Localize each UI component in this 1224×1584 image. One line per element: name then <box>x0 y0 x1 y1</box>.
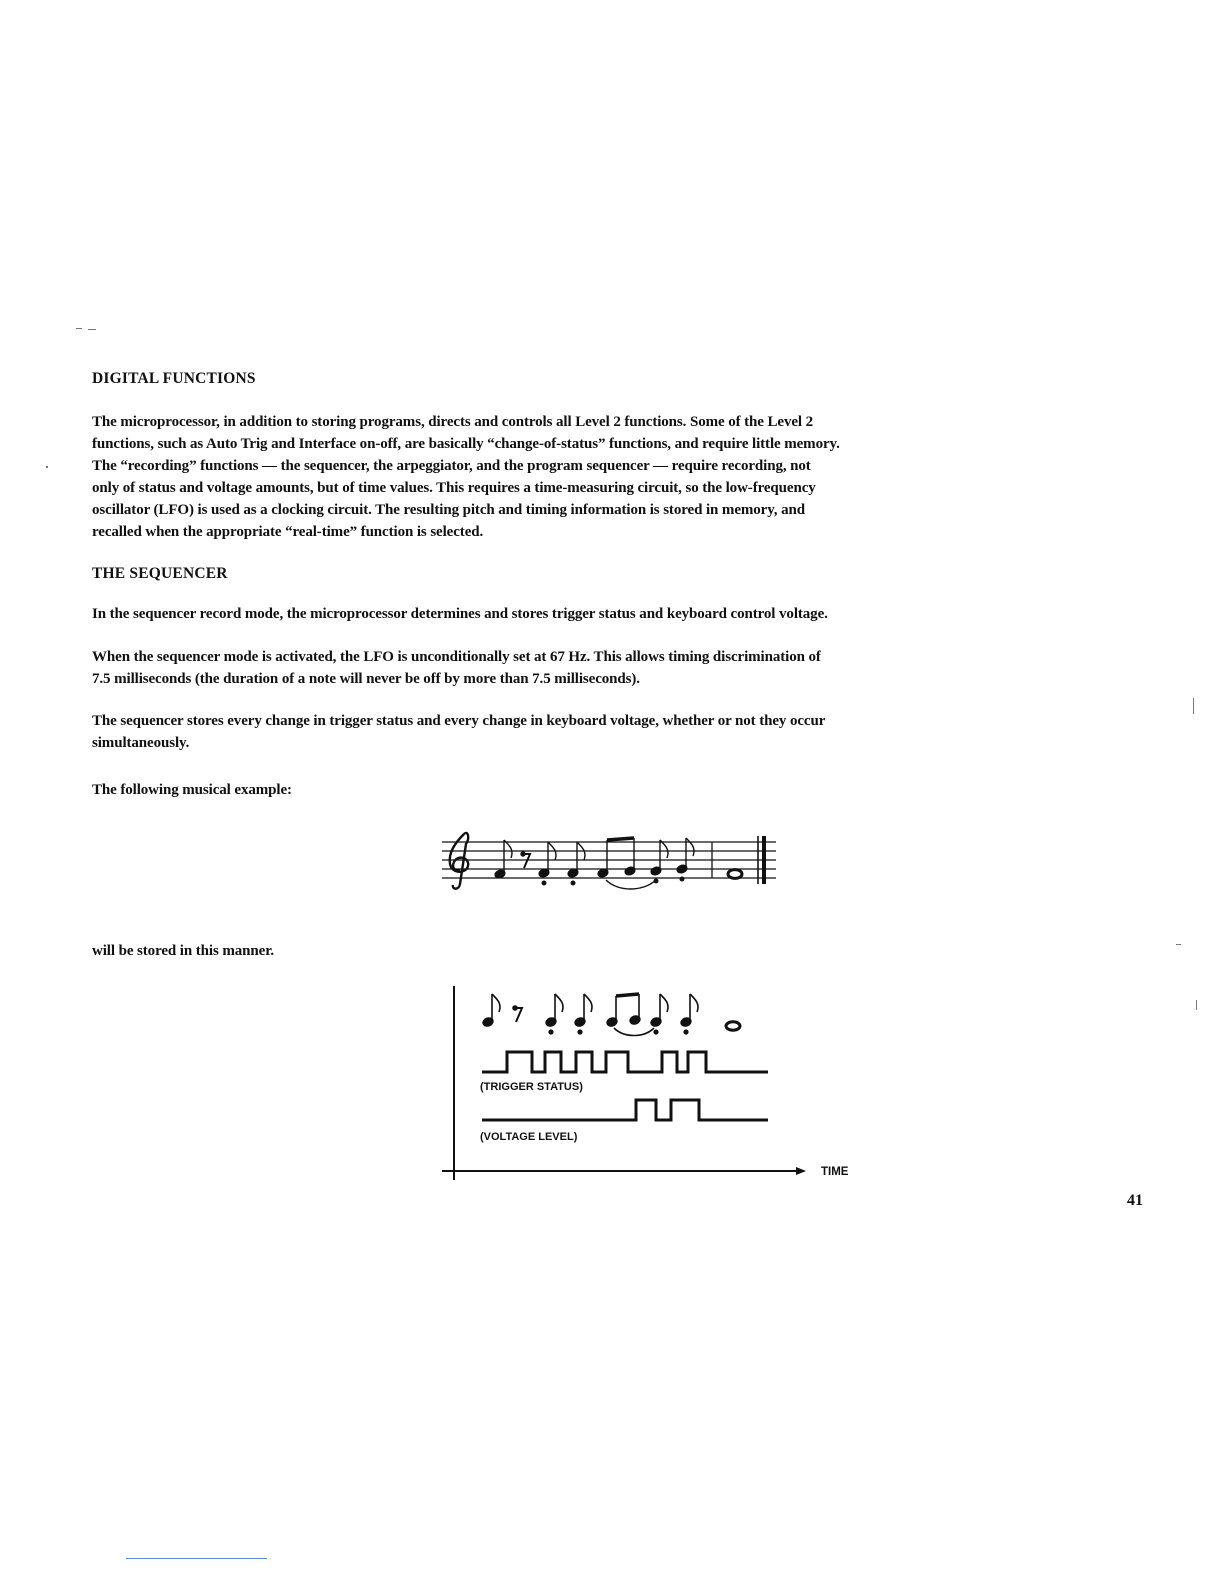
text-line: functions, such as Auto Trig and Interface on-off, are basically “change-of-status” functions, and require little memory. <box>92 436 840 452</box>
staff-lines <box>442 842 776 878</box>
notes <box>494 838 742 889</box>
paragraph-stored-manner <box>92 940 952 962</box>
text-line: will be stored in this manner. <box>92 943 275 959</box>
paragraph-musical-example <box>92 779 952 801</box>
paragraph-lfo-timing <box>92 646 952 690</box>
scan-speck <box>88 329 96 330</box>
text-line: The following musical example: <box>92 782 292 798</box>
scan-speck <box>1196 1000 1197 1010</box>
scan-line <box>126 1558 267 1559</box>
paragraph-record-mode <box>92 603 952 625</box>
text-line: In the sequencer record mode, the microprocessor determines and stores trigger status and keyboard control voltage. <box>92 606 828 622</box>
text-line: 7.5 milliseconds (the duration of a note will never be off by more than 7.5 milliseconds). <box>92 671 640 687</box>
note-row <box>482 994 740 1036</box>
page-number: 41 <box>1127 1192 1143 1209</box>
text-line: simultaneously. <box>92 735 190 751</box>
text-line: When the sequencer mode is activated, the LFO is unconditionally set at 67 Hz. This allows timing discrimination of <box>92 649 821 665</box>
timing-diagram <box>440 984 870 1184</box>
text-line: The microprocessor, in addition to storing programs, directs and controls all Level 2 functions. Some of the Level 2 <box>92 414 814 430</box>
text-line: oscillator (LFO) is used as a clocking circuit. The resulting pitch and timing information is stored in memory, and <box>92 502 805 518</box>
musical-staff-figure <box>438 828 783 900</box>
scan-speck <box>76 328 82 329</box>
treble-clef-icon <box>450 833 469 889</box>
paragraph-stores-changes <box>92 710 952 754</box>
text-line: recalled when the appropriate “real-time” function is selected. <box>92 524 484 540</box>
trigger-status-waveform <box>482 1052 768 1072</box>
text-line: only of status and voltage amounts, but of time values. This requires a time-measuring circuit, so the low-frequency <box>92 480 816 496</box>
text-line: The sequencer stores every change in trigger status and every change in keyboard voltage, whether or not they occur <box>92 713 826 729</box>
scan-speck <box>1193 698 1194 714</box>
trigger-status-label: (TRIGGER STATUS) <box>480 1081 583 1093</box>
voltage-level-waveform <box>482 1100 768 1120</box>
time-label: TIME <box>821 1166 849 1178</box>
heading-the-sequencer: THE SEQUENCER <box>92 565 228 582</box>
time-arrow-icon <box>796 1167 806 1175</box>
scan-speck <box>46 466 48 468</box>
paragraph-digital-functions <box>92 411 952 543</box>
heading-digital-functions: DIGITAL FUNCTIONS <box>92 370 256 387</box>
voltage-level-label: (VOLTAGE LEVEL) <box>480 1131 578 1143</box>
text-line: The “recording” functions — the sequencer, the arpeggiator, and the program sequencer — require recording, not <box>92 458 811 474</box>
scan-speck <box>1176 944 1181 945</box>
